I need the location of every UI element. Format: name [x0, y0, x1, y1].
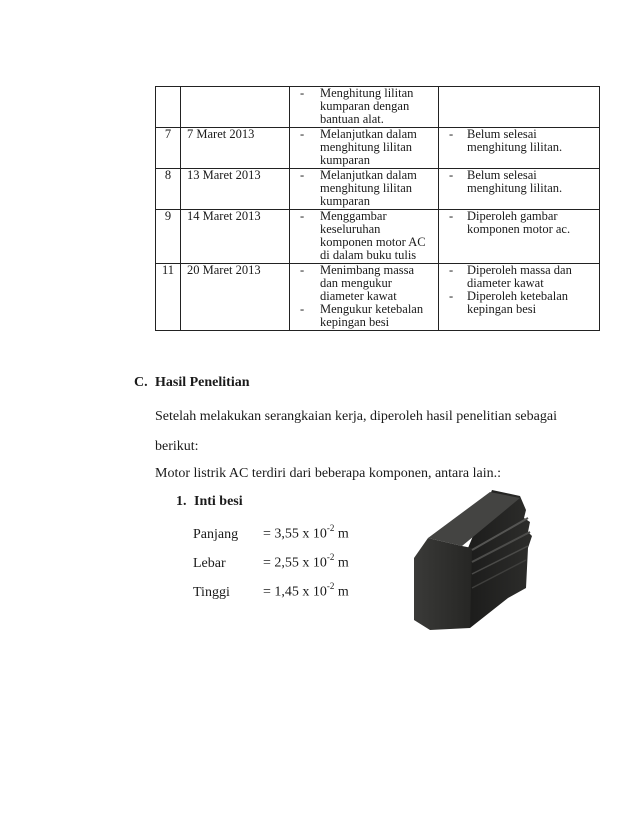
- activity-item: - Melanjutkan dalam menghitung lilitan kumparan: [290, 128, 438, 167]
- row-number-cell: 9: [156, 210, 181, 264]
- activity-list: [290, 264, 438, 329]
- spec-label: Lebar: [193, 555, 226, 571]
- row-result-cell: [439, 87, 600, 128]
- activity-list: [290, 87, 438, 126]
- result-list: [439, 210, 599, 236]
- result-item: - Diperoleh ketebalan kepingan besi: [439, 290, 599, 316]
- row-number-cell: 8: [156, 169, 181, 210]
- iron-core-photo: [410, 488, 540, 636]
- row-activity-cell: [290, 169, 439, 210]
- result-list: [439, 128, 599, 154]
- table-row: [156, 87, 600, 128]
- spec-exponent: -2: [326, 523, 335, 533]
- activity-item: - Menimbang massa dan mengukur diameter kawat: [290, 264, 438, 303]
- spec-unit: m: [337, 526, 349, 542]
- activity-list: [290, 169, 438, 208]
- result-item: - Belum selesai menghitung lilitan.: [439, 128, 599, 154]
- component-number: 1.: [176, 494, 187, 509]
- row-date-cell: [181, 87, 290, 128]
- component-title: Inti besi: [194, 494, 243, 509]
- activity-list: [290, 128, 438, 167]
- activity-log-table: [155, 86, 600, 331]
- row-activity-cell: [290, 264, 439, 331]
- table-body: [156, 87, 600, 331]
- spec-label: Panjang: [193, 526, 239, 542]
- result-item: - Belum selesai menghitung lilitan.: [439, 169, 599, 195]
- spec-length: [193, 524, 349, 543]
- result-item: - Diperoleh gambar komponen motor ac.: [439, 210, 599, 236]
- spec-unit: m: [337, 584, 349, 600]
- row-date-cell: 14 Maret 2013: [181, 210, 290, 264]
- row-result-cell: [439, 264, 600, 331]
- activity-list: [290, 210, 438, 262]
- spec-value: = 1,45 x 10: [263, 584, 327, 600]
- row-result-cell: [439, 210, 600, 264]
- table-row: [156, 128, 600, 169]
- row-activity-cell: [290, 87, 439, 128]
- activity-item: - Menggambar keseluruhan komponen motor AC di dalam buku tulis: [290, 210, 438, 262]
- row-result-cell: [439, 169, 600, 210]
- row-number-cell: 11: [156, 264, 181, 331]
- activity-item: - Menghitung lilitan kumparan dengan bantuan alat.: [290, 87, 438, 126]
- spec-height: [193, 582, 349, 601]
- paragraph-intro-continued: berikut:: [155, 439, 199, 454]
- paragraph-components: Motor listrik AC terdiri dari beberapa komponen, antara lain.:: [155, 466, 502, 481]
- table-row: [156, 210, 600, 264]
- result-list: [439, 264, 599, 316]
- row-number-cell: 7: [156, 128, 181, 169]
- activity-item: - Mengukur ketebalan kepingan besi: [290, 303, 438, 329]
- row-number-cell: [156, 87, 181, 128]
- row-result-cell: [439, 128, 600, 169]
- spec-label: Tinggi: [193, 584, 230, 600]
- table-row: [156, 264, 600, 331]
- section-letter: C.: [134, 375, 148, 390]
- section-title: Hasil Penelitian: [155, 375, 250, 390]
- spec-exponent: -2: [326, 552, 335, 562]
- section-heading: [134, 375, 250, 391]
- paragraph-intro: Setelah melakukan serangkaian kerja, diperoleh hasil penelitian sebagai: [155, 409, 557, 424]
- row-date-cell: 20 Maret 2013: [181, 264, 290, 331]
- result-list: [439, 169, 599, 195]
- table-row: [156, 169, 600, 210]
- row-date-cell: 13 Maret 2013: [181, 169, 290, 210]
- spec-exponent: -2: [326, 581, 335, 591]
- activity-item: - Melanjutkan dalam menghitung lilitan kumparan: [290, 169, 438, 208]
- row-activity-cell: [290, 128, 439, 169]
- spec-value: = 2,55 x 10: [263, 555, 327, 571]
- spec-width: [193, 553, 349, 572]
- row-date-cell: 7 Maret 2013: [181, 128, 290, 169]
- row-activity-cell: [290, 210, 439, 264]
- result-item: - Diperoleh massa dan diameter kawat: [439, 264, 599, 290]
- spec-unit: m: [337, 555, 349, 571]
- component-heading: [176, 494, 243, 510]
- spec-value: = 3,55 x 10: [263, 526, 327, 542]
